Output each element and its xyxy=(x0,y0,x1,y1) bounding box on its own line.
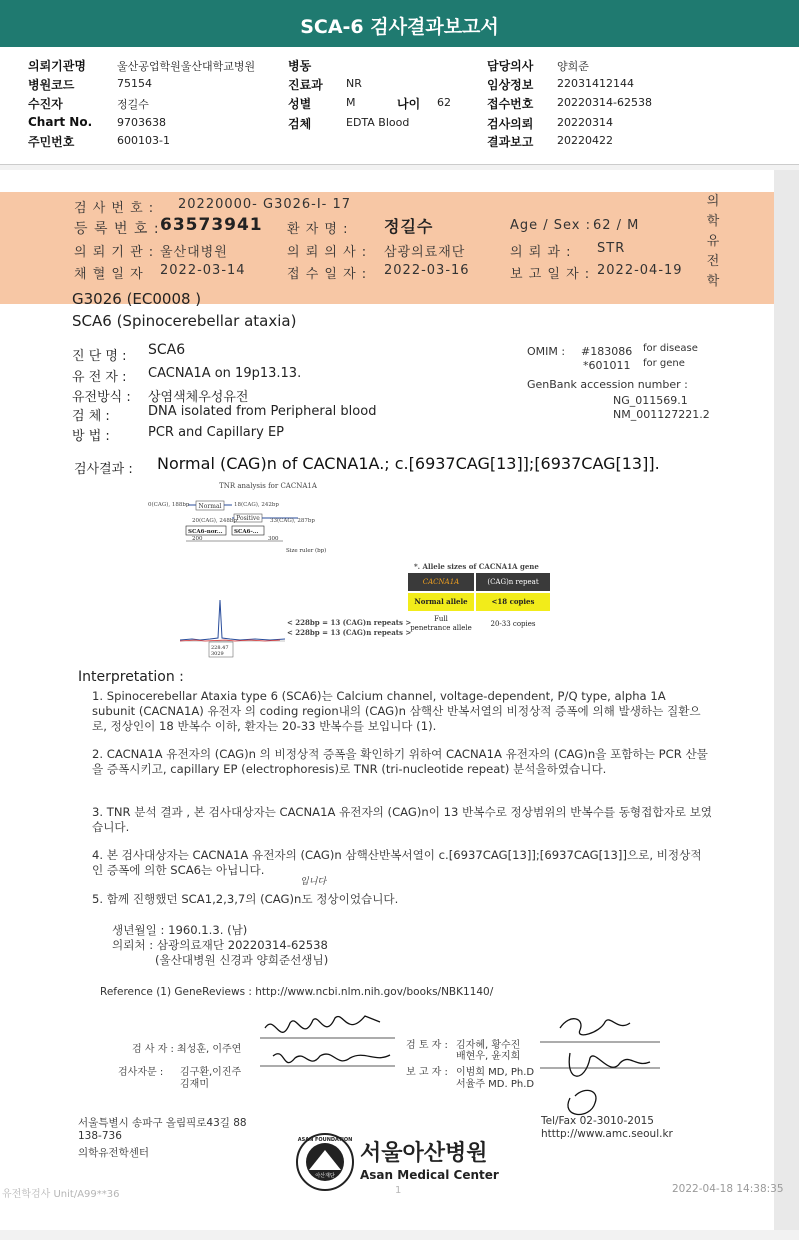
label-242: 18(CAG), 242bp xyxy=(234,502,279,508)
patient-label: 환 자 명 : xyxy=(287,222,349,237)
allele-full-row xyxy=(408,611,550,637)
address-3: 의학유전학센터 xyxy=(78,1147,150,1159)
allele-full-copies: 20-33 copies xyxy=(490,620,536,628)
draw-label: 채 혈 일 자 xyxy=(74,267,144,282)
asan-foundation-logo xyxy=(295,1132,355,1192)
info-label: 담당의사 xyxy=(487,59,534,73)
info-label: 수진자 xyxy=(28,97,63,111)
info-label: 병동 xyxy=(288,59,312,73)
info-label: Chart No. xyxy=(28,115,93,129)
info-value: 62 xyxy=(437,96,451,109)
exam-no-label: 검 사 번 호 : xyxy=(74,201,155,216)
interp-paragraph-4: 4. 본 검사대상자는 CACNA1A 유전자의 (CAG)n 삼핵산반복서열이 c.[6937CAG[13]];[6937CAG[13]]으로, 비정상적인 증폭에 의한 SCA6는 아닙니다. xyxy=(92,848,702,877)
logo-inner-text: 아산재단 xyxy=(315,1173,335,1179)
info-label: 병원코드 xyxy=(28,78,75,92)
allele-full-label-1: Full xyxy=(434,615,448,623)
genbank-label: GenBank accession number : xyxy=(527,378,688,391)
inst-label: 의 뢰 기 관 : xyxy=(74,245,155,260)
method: PCR and Capillary EP xyxy=(148,425,284,440)
allele-normal-copies: <18 copies xyxy=(476,593,550,611)
info-label: 결과보고 xyxy=(487,135,534,149)
allele-normal: Normal allele xyxy=(408,593,474,611)
recv-date: 2022-03-16 xyxy=(384,263,470,278)
examiner-signatures xyxy=(255,1008,405,1088)
interp-paragraph-5: 5. 함께 진행했던 SCA1,2,3,7의 (CAG)n도 정상이었습니다. xyxy=(92,892,399,906)
doctor-label: 의 뢰 의 사 : xyxy=(287,245,368,260)
method-label: 방 법 : xyxy=(72,429,110,444)
scan-unit-stamp: 유전학검사 Unit/A99**36 xyxy=(2,1189,120,1200)
result-label: 검사결과 : xyxy=(74,462,133,477)
report-date-label: 보 고 일 자 : xyxy=(510,267,591,282)
info-label: 임상정보 xyxy=(487,78,534,92)
website: htttp://www.amc.seoul.kr xyxy=(541,1128,673,1140)
info-value: EDTA Blood xyxy=(346,116,410,129)
info-value: 20220422 xyxy=(557,134,613,147)
department-vertical-label: 의학유전학 xyxy=(706,194,720,289)
inherit: 상염색체우성유전 xyxy=(148,390,249,405)
doctor: 삼광의료재단 xyxy=(384,245,466,260)
info-value: 20220314-62538 xyxy=(557,96,652,109)
info-value: NR xyxy=(346,77,362,90)
scanned-report xyxy=(0,170,799,1230)
signature-examiner xyxy=(265,1016,380,1032)
dept-label: 의 뢰 과 : xyxy=(510,245,572,260)
positive-label: Positive xyxy=(236,515,260,522)
interp-paragraph-2: 2. CACNA1A 유전자의 (CAG)n 의 비정상적 증폭을 확인하기 위하여 CACNA1A 유전자의 (CAG)n을 포함하는 PCR 산물을 증폭시키고, capillary EP (electrophoresis)로 TNR (tri-nucleotide repeat) 분석을하였습니다. xyxy=(92,747,708,776)
examiner: 최성훈, 이주연 xyxy=(177,1044,242,1055)
test-code: G3026 (EC0008 ) xyxy=(72,290,202,308)
signature-supervisor xyxy=(273,1054,390,1063)
interp-paragraph-3: 3. TNR 분석 결과 , 본 검사대상자는 CACNA1A 유전자의 (CAG)n이 13 반복수로 정상범위의 반복수를 동형접합자로 보였습니다. xyxy=(92,805,713,834)
report-date: 2022-04-19 xyxy=(597,263,683,278)
inherit-label: 유전방식 : xyxy=(72,390,131,405)
allele-table-title: *. Allele sizes of CACNA1A gene xyxy=(414,562,539,571)
dx-label: 진 단 명 : xyxy=(72,349,127,364)
hospital-name-ko: 서울아산병원 xyxy=(360,1141,488,1166)
info-value: M xyxy=(346,96,356,109)
recv-label: 접 수 일 자 : xyxy=(287,267,368,282)
address-1: 서울특별시 송파구 올림픽로43길 88 xyxy=(78,1117,247,1129)
gene-label: 유 전 자 : xyxy=(72,370,127,385)
genbank-2: NM_001127221.2 xyxy=(613,408,710,421)
scan-timestamp: 2022-04-18 14:38:35 xyxy=(672,1183,784,1195)
handwritten-note: 입니다 xyxy=(300,877,327,887)
allele-full-penetrance xyxy=(408,611,474,637)
reviewer-label: 검 토 자 : xyxy=(406,1040,448,1051)
supervisor-label: 검사자문 : xyxy=(118,1067,164,1078)
supervisor-1: 김구환,이진주 xyxy=(180,1067,242,1078)
page-number: 1 xyxy=(395,1185,402,1196)
omim-disease-note: for disease xyxy=(643,343,698,354)
reg-no: 63573941 xyxy=(160,215,263,235)
label-188: 0(CAG), 188bp xyxy=(148,502,190,508)
hospital-name-en: Asan Medical Center xyxy=(360,1168,499,1182)
normal-label: Normal xyxy=(198,503,222,510)
allele-normal-row xyxy=(408,593,550,611)
tel-fax: Tel/Fax 02-3010-2015 xyxy=(541,1115,654,1127)
dx: SCA6 xyxy=(148,342,186,358)
label-287: 33(CAG), 287bp xyxy=(270,518,315,524)
page-title: SCA-6 검사결과보고서 xyxy=(300,16,499,38)
signature-reviewer xyxy=(560,1019,630,1035)
draw-date: 2022-03-14 xyxy=(160,263,246,278)
interpretation-heading: Interpretation : xyxy=(78,669,184,685)
signature-reporter xyxy=(569,1053,650,1076)
specimen-label: 검 체 : xyxy=(72,409,110,424)
info-value: 9703638 xyxy=(117,116,166,129)
tnr-schematic xyxy=(148,478,388,573)
reporter-label: 보 고 자 : xyxy=(406,1067,448,1078)
specimen: DNA isolated from Peripheral blood xyxy=(148,404,377,419)
info-label: 접수번호 xyxy=(487,97,534,111)
allele-size-table xyxy=(408,573,550,637)
info-value: 정길수 xyxy=(117,98,149,111)
info-value: 울산공업학원울산대학교병원 xyxy=(117,60,256,73)
peak-note-2: < 228bp = 13 (CAG)n repeats > xyxy=(287,628,412,637)
allele-header-row xyxy=(408,573,550,591)
reviewer-2: 배현우, 윤지희 xyxy=(456,1051,521,1062)
electropherogram xyxy=(180,595,285,660)
info-value: 22031412144 xyxy=(557,77,634,90)
allele-full-label-2: penetrance allele xyxy=(410,624,472,632)
examiner-label: 검 사 자 : xyxy=(132,1044,174,1055)
sheet-edge xyxy=(774,170,799,1230)
info-label: 검체 xyxy=(288,117,312,131)
report-header-band xyxy=(0,192,774,304)
allele-header-repeat: (CAG)n repeat xyxy=(476,573,550,591)
omim-gene-note: for gene xyxy=(643,358,685,369)
info-label: 의뢰기관명 xyxy=(28,59,86,73)
tick-200: 200 xyxy=(192,536,203,542)
info-label: 주민번호 xyxy=(28,135,75,149)
allele-header-gene: CACNA1A xyxy=(408,573,474,591)
peak-note-1: < 228bp = 13 (CAG)n repeats > xyxy=(287,618,412,627)
omim-gene: *601011 xyxy=(583,359,631,372)
reporter-2: 서율주 MD. Ph.D xyxy=(456,1079,535,1090)
report-title-bar xyxy=(0,0,799,47)
info-value: 양희준 xyxy=(557,60,589,73)
sca6-positive-label: SCA6-... xyxy=(234,529,259,535)
signature-reporter-2 xyxy=(568,1090,596,1114)
patient-name: 정길수 xyxy=(384,217,434,236)
genbank-1: NG_011569.1 xyxy=(613,394,688,407)
info-value: 600103-1 xyxy=(117,134,170,147)
inst: 울산대병원 xyxy=(160,245,228,260)
supervisor-2: 김재미 xyxy=(180,1079,209,1090)
logo-ring-text: ASAN FOUNDATION xyxy=(297,1137,353,1143)
patient-info-panel xyxy=(0,47,799,165)
peak-size: 228.47 xyxy=(211,645,229,651)
referrer-detail: (울산대병원 신경과 양희준선생님) xyxy=(155,953,329,967)
info-label: 성별 xyxy=(288,97,312,111)
omim-disease: #183086 xyxy=(581,345,633,358)
omim-label: OMIM : xyxy=(527,345,566,358)
figure-title: TNR analysis for CACNA1A xyxy=(219,482,317,490)
peak-height: 3029 xyxy=(211,651,224,657)
result-value: Normal (CAG)n of CACNA1A.; c.[6937CAG[13]];[6937CAG[13]]. xyxy=(157,454,660,473)
test-name: SCA6 (Spinocerebellar ataxia) xyxy=(72,312,297,330)
label-248: 20(CAG), 248bp xyxy=(192,518,237,524)
exam-no: 20220000- G3026-I- 17 xyxy=(178,197,352,212)
reviewer-signatures xyxy=(540,1008,670,1123)
dob: 생년월일 : 1960.1.3. (남) xyxy=(112,923,248,937)
dept: STR xyxy=(597,241,626,256)
address-2: 138-736 xyxy=(78,1130,122,1142)
interp-paragraph-1: 1. Spinocerebellar Ataxia type 6 (SCA6)는 Calcium channel, voltage-dependent, P/Q type, alpha 1A subunit (CACNA1A) 유전자 의 coding region내의 (CAG)n 삼핵산 반복서열의 비정상적 증폭에 의해 발생하는 질환으로, 정상인이 18 반복수 이하, 환자는 20-33 반복수를 보입니다 (1). xyxy=(92,689,701,733)
info-value: 75154 xyxy=(117,77,152,90)
reference: Reference (1) GeneReviews : http://www.ncbi.nlm.nih.gov/books/NBK1140/ xyxy=(100,986,494,998)
reg-no-label: 등 록 번 호 : xyxy=(74,221,160,237)
info-label: 나이 xyxy=(397,97,421,111)
info-label: 검사의뢰 xyxy=(487,117,534,131)
reviewer-1: 김자혜, 황수진 xyxy=(456,1040,521,1051)
info-label: 진료과 xyxy=(288,78,323,92)
agesex: 62 / M xyxy=(593,218,640,233)
trace-blue xyxy=(180,600,285,640)
sca6-normal-label: SCA6-nor... xyxy=(188,529,223,535)
reporter-1: 이범희 MD, Ph.D xyxy=(456,1067,535,1078)
tick-300: 300 xyxy=(268,536,279,542)
referrer: 의뢰처 : 삼광의료재단 20220314-62538 xyxy=(112,938,328,952)
gene: CACNA1A on 19p13.13. xyxy=(148,366,302,381)
info-value: 20220314 xyxy=(557,116,613,129)
size-ruler-label: Size ruler (bp) xyxy=(286,548,327,554)
agesex-label: Age / Sex : xyxy=(510,218,592,233)
